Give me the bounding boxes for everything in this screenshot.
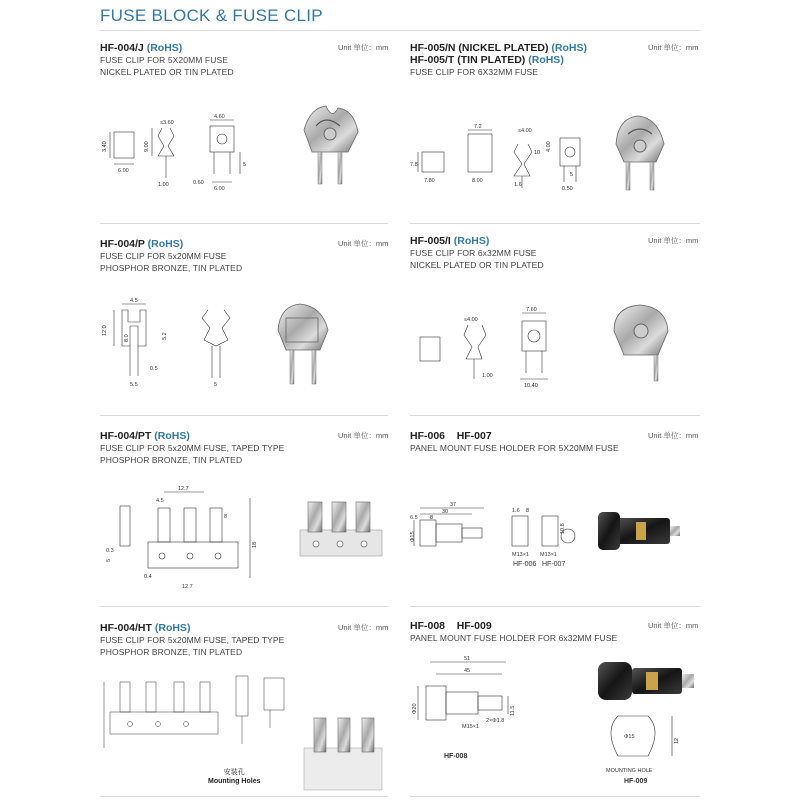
unit-label: Unit 单位：mm: [648, 236, 699, 245]
svg-text:3.40: 3.40: [102, 141, 108, 152]
unit-label: Unit 单位：mm: [648, 431, 699, 440]
svg-text:M15×1: M15×1: [462, 724, 479, 730]
product-photo: [268, 300, 338, 386]
svg-text:4.60: 4.60: [214, 114, 225, 120]
product-desc-line1: FUSE CLIP FOR 5x20MM FUSE: [100, 251, 227, 261]
product-code: HF-006 HF-007: [410, 430, 492, 442]
product-card-hf004j: [100, 42, 388, 224]
svg-text:12.0: 12.0: [102, 325, 108, 336]
svg-text:Φ20: Φ20: [412, 703, 418, 714]
svg-text:1.00: 1.00: [158, 182, 169, 188]
svg-text:10.40: 10.40: [524, 383, 538, 389]
svg-text:8.0: 8.0: [124, 334, 130, 342]
svg-text:0.3: 0.3: [106, 548, 114, 554]
product-card-hf006: [410, 430, 698, 612]
svg-text:8: 8: [526, 508, 530, 514]
svg-text:37: 37: [450, 502, 457, 508]
svg-text:30: 30: [442, 509, 449, 515]
product-card-hf004p: [100, 238, 388, 420]
svg-text:0.5: 0.5: [150, 366, 158, 372]
svg-text:5: 5: [214, 382, 218, 388]
svg-text:10: 10: [534, 150, 541, 156]
svg-text:7.80: 7.80: [424, 178, 435, 184]
unit-label: Unit 单位：mm: [338, 431, 389, 440]
title-underline: [100, 30, 700, 31]
product-desc-line1: FUSE CLIP FOR 5X20MM FUSE: [100, 55, 228, 65]
product-desc-line1: FUSE CLIP FOR 5x20MM FUSE, TAPED TYPE: [100, 635, 285, 645]
unit-label: Unit 单位：mm: [648, 621, 699, 630]
product-desc-line2: NICKEL PLATED OR TIN PLATED: [100, 67, 234, 77]
svg-text:9.00: 9.00: [144, 141, 150, 152]
svg-text:8: 8: [224, 514, 228, 520]
mounting-holes-cn: 安装孔: [223, 769, 245, 776]
svg-text:51: 51: [464, 656, 471, 662]
product-desc-line1: PANEL MOUNT FUSE HOLDER FOR 5X20MM FUSE: [410, 443, 619, 453]
svg-text:4.5: 4.5: [130, 298, 138, 304]
product-photo: [610, 112, 670, 192]
svg-text:1.00: 1.00: [482, 373, 493, 379]
unit-label: Unit 单位：mm: [338, 43, 389, 52]
product-card-hf004pt: [100, 430, 388, 612]
product-desc-line1: FUSE CLIP FOR 6x32MM FUSE: [410, 248, 537, 258]
product-desc-line2: PHOSPHOR BRONZE, TIN PLATED: [100, 647, 243, 657]
svg-text:≤3.60: ≤3.60: [160, 120, 174, 126]
product-desc-line1: PANEL MOUNT FUSE HOLDER FOR 6x32MM FUSE: [410, 633, 618, 643]
svg-text:0.60: 0.60: [193, 180, 204, 186]
page-title: FUSE BLOCK & FUSE CLIP: [100, 6, 323, 25]
svg-text:5.2: 5.2: [162, 332, 168, 340]
svg-text:M13×1: M13×1: [540, 552, 557, 558]
product-desc-line2: PHOSPHOR BRONZE, TIN PLATED: [100, 263, 243, 273]
svg-text:7.60: 7.60: [526, 307, 537, 313]
product-code: HF-008 HF-009: [410, 620, 492, 632]
drawing-label-hf009: HF-009: [624, 778, 648, 785]
svg-text:M13×1: M13×1: [512, 552, 529, 558]
svg-text:2×Φ1.8: 2×Φ1.8: [486, 718, 505, 724]
technical-drawing: [100, 296, 250, 388]
product-card-hf004ht: [100, 622, 388, 804]
product-code: HF-004/HT (RoHS): [100, 622, 191, 634]
svg-text:12.7: 12.7: [182, 584, 193, 590]
svg-text:6.00: 6.00: [118, 168, 129, 174]
product-code: HF-005/I (RoHS): [410, 235, 490, 247]
product-photo: [300, 712, 386, 794]
svg-text:0.4: 0.4: [144, 574, 152, 580]
drawing-label-hf007: HF-007: [542, 561, 566, 568]
svg-text:0.50: 0.50: [562, 186, 573, 192]
product-photo: [588, 508, 682, 558]
product-code: HF-004/J (RoHS): [100, 42, 183, 54]
product-desc-line2: PHOSPHOR BRONZE, TIN PLATED: [100, 455, 243, 465]
technical-drawing: [100, 484, 265, 594]
svg-text:10.8: 10.8: [560, 523, 566, 534]
svg-text:6.00: 6.00: [214, 186, 225, 192]
technical-drawing: [410, 307, 550, 387]
mounting-holes-en: Mounting Holes: [208, 778, 261, 785]
product-card-hf005n: [410, 42, 698, 224]
mounting-hole-drawing: [600, 706, 690, 766]
svg-text:1.6: 1.6: [514, 182, 522, 188]
svg-text:11.5: 11.5: [510, 705, 516, 716]
svg-text:5: 5: [570, 172, 574, 178]
product-photo: [296, 100, 366, 186]
svg-text:18: 18: [252, 541, 258, 548]
product-code: HF-004/PT (RoHS): [100, 430, 190, 442]
svg-text:12: 12: [674, 737, 680, 744]
svg-text:5: 5: [106, 558, 112, 562]
svg-text:4.5: 4.5: [156, 498, 164, 504]
svg-text:≤4.00: ≤4.00: [518, 128, 532, 134]
product-code: HF-005/N (NICKEL PLATED) (RoHS): [410, 42, 587, 54]
product-code-secondary: HF-005/T (TIN PLATED) (RoHS): [410, 54, 564, 66]
svg-text:Φ15: Φ15: [624, 734, 635, 740]
svg-text:Φ15: Φ15: [410, 531, 416, 542]
unit-label: Unit 单位：mm: [338, 239, 389, 248]
mounting-holes-caption: [208, 768, 261, 786]
technical-drawing: [100, 668, 300, 764]
unit-label: Unit 单位：mm: [338, 623, 389, 632]
product-desc-line2: NICKEL PLATED OR TIN PLATED: [410, 260, 544, 270]
product-photo: [592, 654, 696, 708]
mounting-hole-label: MOUNTING HOLE: [606, 768, 653, 774]
svg-text:4.00: 4.00: [546, 141, 552, 152]
drawing-label-hf006: HF-006: [513, 561, 537, 568]
product-code: HF-004/P (RoHS): [100, 238, 184, 250]
drawing-label-hf008: HF-008: [444, 753, 468, 760]
svg-text:8.00: 8.00: [472, 178, 483, 184]
product-photo: [606, 299, 676, 383]
product-desc-line1: FUSE CLIP FOR 5x20MM FUSE, TAPED TYPE: [100, 443, 285, 453]
unit-label: Unit 单位：mm: [648, 43, 699, 52]
svg-text:8: 8: [430, 515, 434, 521]
svg-text:5: 5: [243, 162, 247, 168]
svg-text:≤4.00: ≤4.00: [464, 317, 478, 323]
product-photo: [296, 496, 386, 562]
product-desc-line1: FUSE CLIP FOR 6X32MM FUSE: [410, 67, 538, 77]
svg-text:6.5: 6.5: [410, 515, 418, 521]
product-card-hf008: [410, 620, 698, 802]
technical-drawing: [100, 112, 265, 192]
product-card-hf005i: [410, 235, 698, 417]
svg-text:7.8: 7.8: [410, 162, 418, 168]
technical-drawing: [410, 654, 520, 736]
svg-text:5.5: 5.5: [130, 382, 138, 388]
svg-text:45: 45: [464, 668, 471, 674]
svg-text:12.7: 12.7: [178, 486, 189, 492]
svg-text:7.2: 7.2: [474, 124, 482, 130]
technical-drawing: [410, 124, 580, 194]
svg-text:1.6: 1.6: [512, 508, 520, 514]
